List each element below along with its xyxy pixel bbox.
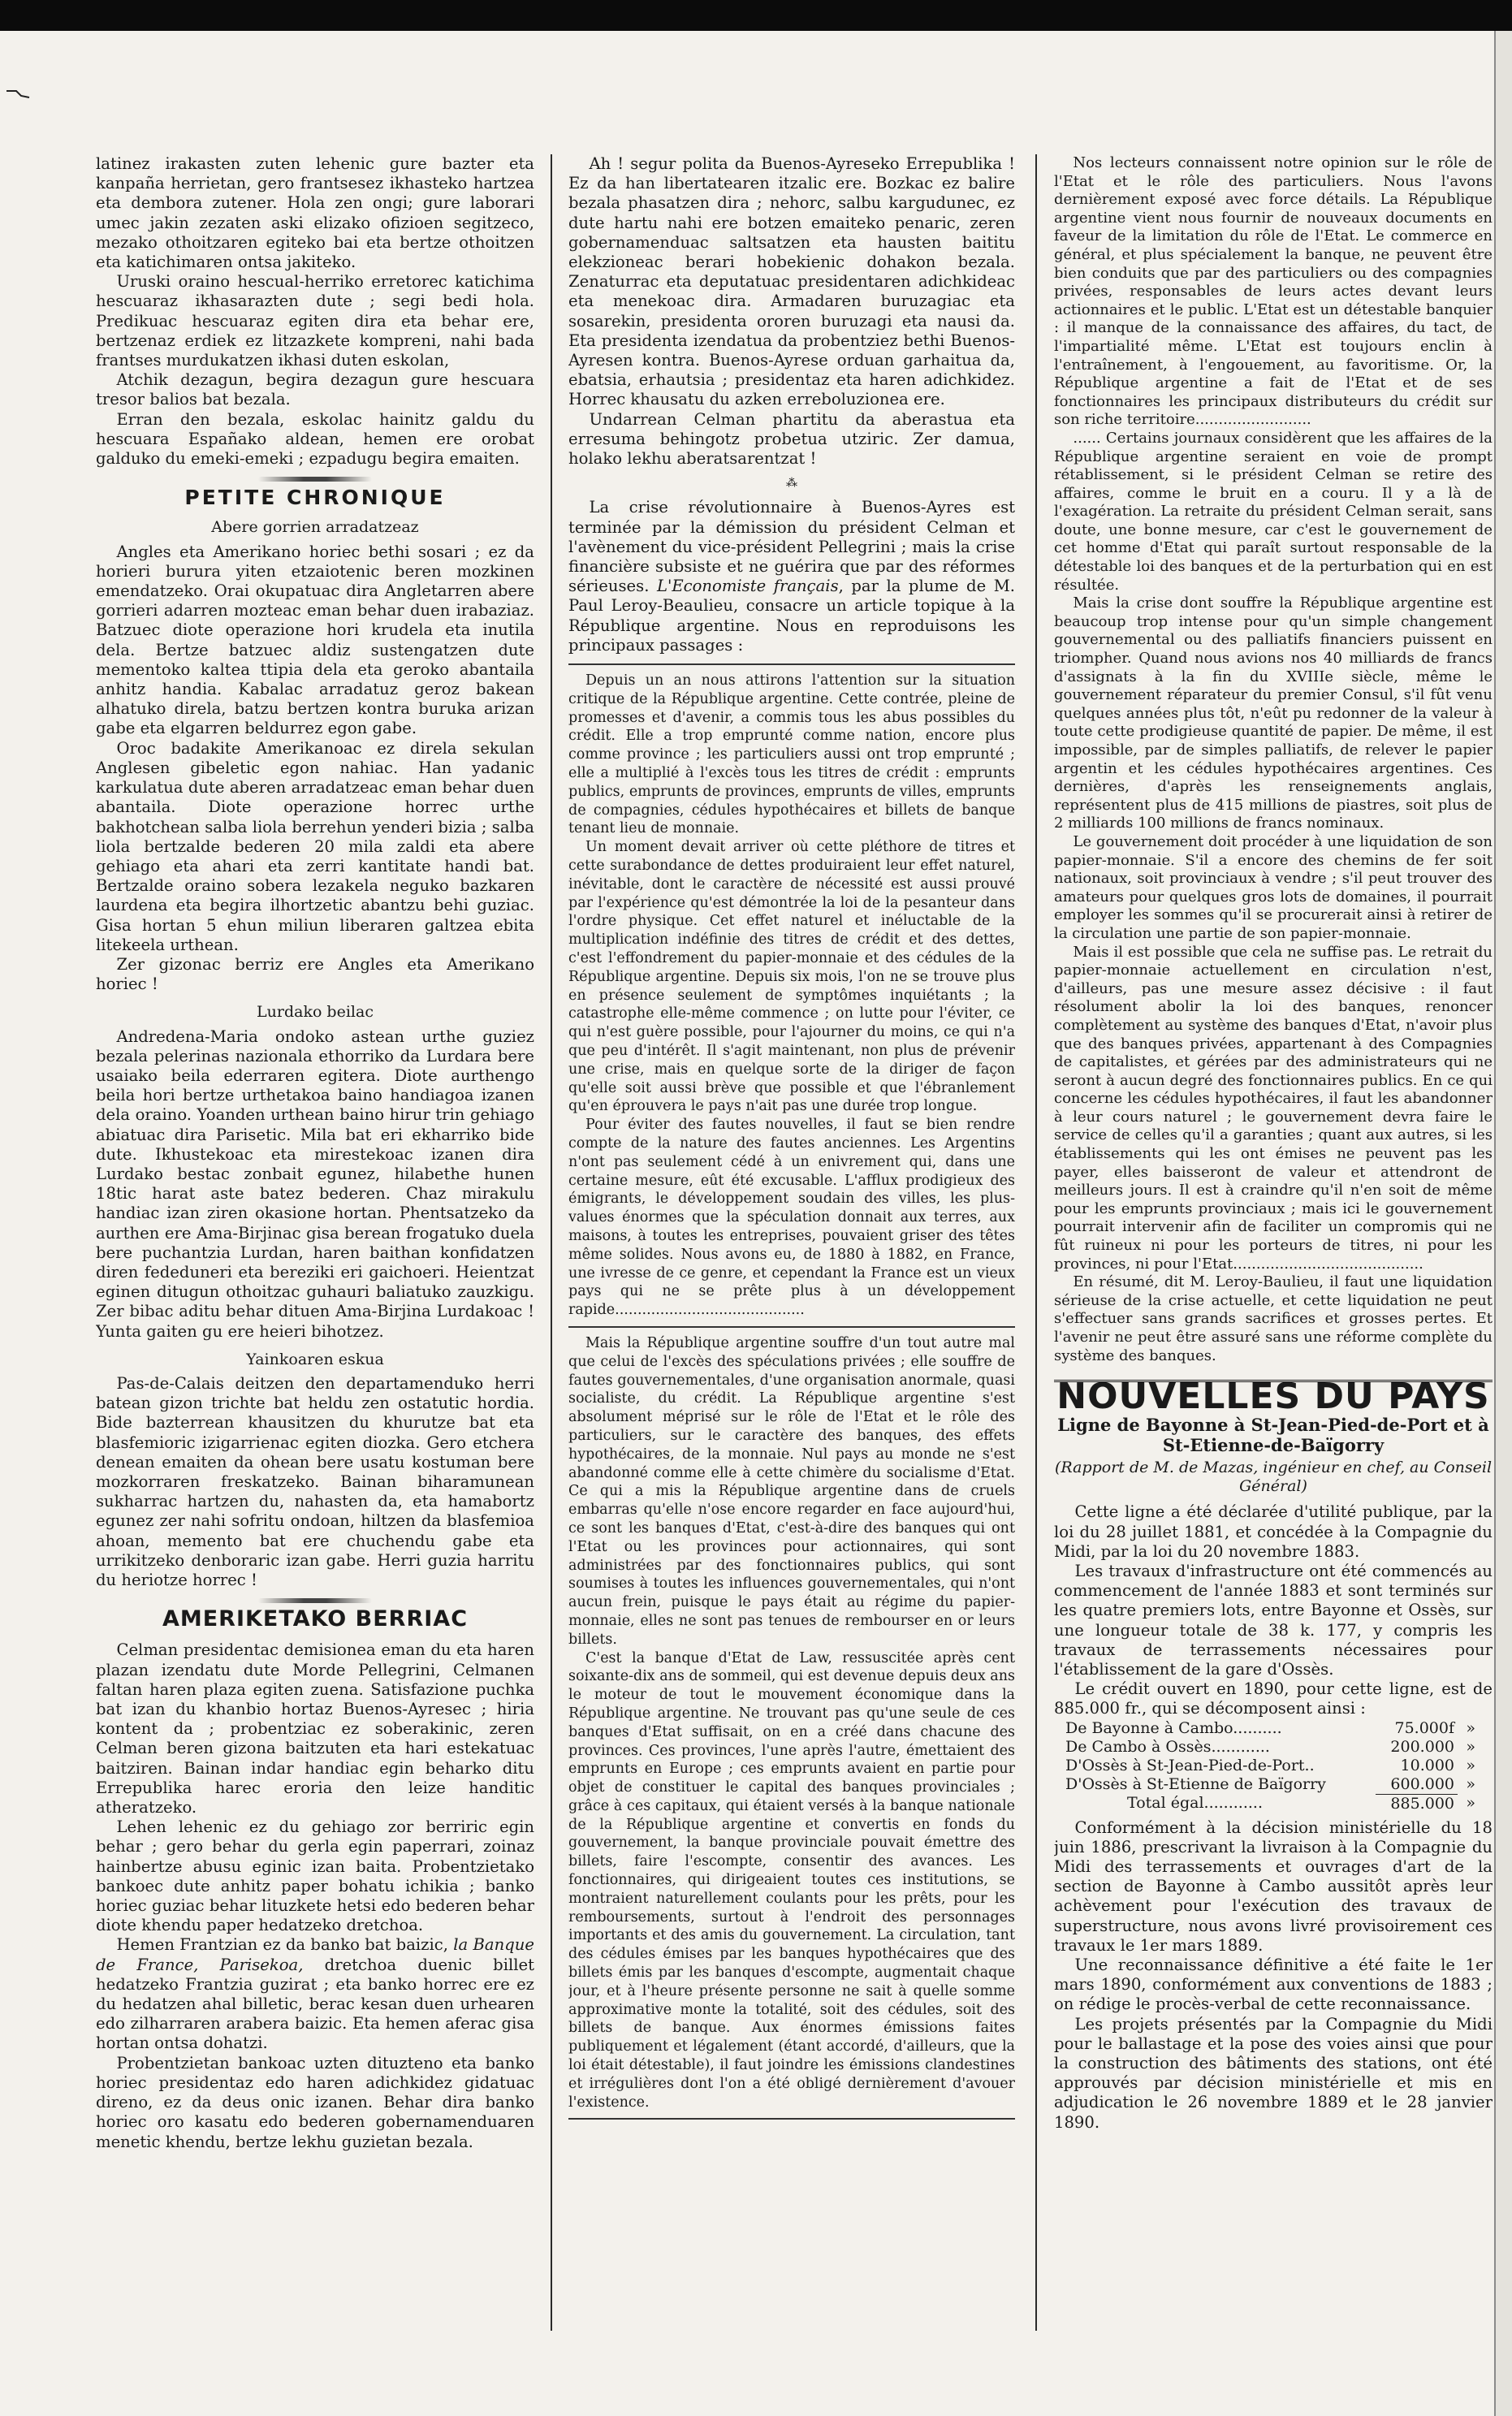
paragraph: Mais la crise dont souffre la République argentine est beaucoup trop intense pour qu'un simple changement gouvernemental ou des palliatifs financiers puissent en triompher. Quand nous avions nos 40 milliards de francs d'assignats à la fin du XVIIIe siècle, même le gouvernement réparateur du premier Consul, s'il fût venu quelques années plus tôt, n'eût pu redonner de la valeur à toute cette prodigieuse quantité de papier. De même, il est impossible, par de simples palliatifs, de relever le papier argentin et les cédules hypothécaires argentines. Ces dernières, d'après les renseignements anglais, représentent plus de 415 millions de piastres, soit plus de 2 milliards 100 millions de francs nominaux. bbox=[1054, 594, 1493, 832]
table-cell: » bbox=[1466, 1774, 1475, 1793]
paragraph bbox=[568, 498, 1015, 655]
paragraph: Une reconnaissance définitive a été faite le 1er mars 1890, conformément aux conventions de 1883 ; on rédige le procès-verbal de cette reconnaissance. bbox=[1054, 1956, 1493, 2014]
article-subheading: Lurdako beilac bbox=[257, 1003, 374, 1022]
article-subheading: Abere gorrien arradatzeaz bbox=[211, 518, 419, 537]
table-row bbox=[1062, 1757, 1479, 1775]
paragraph: Les projets présentés par la Compagnie du Midi pour le ballastage et la pose des voies ainsi que pour la construction des bâtiments des stations, ont été approuvés par décision ministérielle et mis en adjudication le 26 novembre 1889 et le 28 janvier 1890. bbox=[1054, 2014, 1493, 2132]
article-byline: (Rapport de M. de Mazas, ingénieur en chef, au Conseil Général) bbox=[1054, 1459, 1493, 1496]
paragraph bbox=[96, 1935, 534, 2053]
table-row bbox=[1062, 1775, 1479, 1795]
table-cell: » bbox=[1466, 1737, 1475, 1756]
table-cell: » bbox=[1466, 1794, 1475, 1813]
column-basque-news bbox=[96, 154, 534, 2331]
table-cell: D'Ossès à St-Etienne de Baïgorry bbox=[1065, 1774, 1326, 1793]
paragraph: Uruski oraino hescual-herriko erretorec katichima hescuaraz ikhasarazten dute ; segi bedi hola. Predikuac hescuaraz egiten dira eta behar ere, bertzenaz erdiek ez litzazkete kompreni, nahi bada frantses murdukatzen ikhasi duten eskolan, bbox=[96, 272, 534, 370]
paragraph: Oroc badakite Amerikanoac ez direla sekulan Anglesen gibeletic egon nahiac. Han yadanic karkulatua dute aberen arradatzeac eman behar duen abantaila. Diote operazione horrec urthe bakhotchean salba liola berrehun yenderi bizia ; salba liola bertzalde bederen 20 mila zaldi eta abere gehiago eta ahari eta zerri kantitate handi bat. Bertzalde oraino sobera lezakela neguko bazkaren laurdena eta begira ilhortzetic abantzu behi guziac. Gisa hortan 5 ehun miliun liberaren galtzea ebita litekeela urthean. bbox=[96, 738, 534, 954]
table-cell: Total égal............ bbox=[1127, 1794, 1264, 1813]
table-cell: 600.000 bbox=[1376, 1775, 1458, 1795]
paragraph: C'est la banque d'Etat de Law, ressuscitée après cent soixante-dix ans de sommeil, qui est devenue depuis deux ans le moteur de tout le mouvement économique dans la République argentine. Ne trouvant pas qu'une seule de ces banques d'Etat suffisait, on en a créé dans chacune des provinces. Ces provinces, l'une après l'autre, émettaient des emprunts en Europe ; ces emprunts avaient en partie pour objet de constituer le capital des banques provinciales ; grâce à ces capitaux, qui étaient versés à la banque nationale de la République argentine et convertis en fonds du gouvernement, la banque provinciale pouvait émettre des billets, faire l'escompte, consentir des avances. Les fonctionnaires, qui dirigeaient toutes ces institutions, se montraient naturellement coulants pour les prêts, pour les remboursements, surtout à l'endroit des personnages importants et des amis du gouvernement. La circulation, tant des cédules émises par les banques hypothécaires que des billets émis par les banques d'escompte, augmentait chaque jour, et à l'heure présente personne ne sait à quelle somme approximative monte la totalité, soit des cédules, soit des billets de banque. Aux énormes émissions faites publiquement et légalement (étant accordé, d'ailleurs, que la loi était détestable), il faut joindre les émissions clandestines et irrégulières dont l'on a été obligé dernièrement d'avouer l'existence. bbox=[568, 1649, 1015, 2111]
text-run: dretchoa duenic billet hedatzeko Frantzia guzirat ; eta banko horrec ere ez du hedatzen ahal billetic, berac kesan duen urhearen edo zilharraren arabera baizic. Eta hemen aferac gisa hortan ontsa dohatzi. bbox=[96, 1955, 534, 2053]
text-run: La crise révolutionnaire à Buenos-Ayres est terminée par la démission du président Celman et l'avènement du vice-président Pellegrini ; mais la crise financière subsiste et ne guérira que par des réformes sérieuses. bbox=[568, 498, 1015, 596]
table-cell: 10.000 bbox=[1400, 1756, 1454, 1774]
section-heading-ameriketako-berriac: AMERIKETAKO BERRIAC bbox=[162, 1606, 469, 1632]
paragraph: Undarrean Celman phartitu da aberastua eta erresuma behingotz probetua utziric. Zer damua, holako lekhu aberatsarentzat ! bbox=[568, 409, 1015, 469]
paragraph: Depuis un an nous attirons l'attention sur la situation critique de la République argentine. Cette contrée, pleine de promesses et d'avenir, a commis tous les abus possibles du crédit. Elle a trop emprunté comme nation, encore plus comme province ; les particuliers aussi ont trop emprunté ; elle a multiplié à l'excès tous les titres de crédit : emprunts publics, emprunts de provinces, emprunts de villes, emprunts de compagnies, cédules hypothécaires et billets de banque tenant lieu de monnaie. bbox=[568, 672, 1015, 837]
paragraph: Mais la République argentine souffre d'un tout autre mal que celui de l'excès des spéculations privées ; elle souffre de fautes gouvernementales, d'une organisation anormale, quasi socialiste, du crédit. La République argentine s'est absolument méprisé sur le rôle de l'Etat et le rôle des particuliers, sur le caractère des banques, des effets hypothécaires, de la monnaie. Nul pays au monde ne s'est abandonné comme elle à cette chimère du socialisme d'Etat. Ce qui a mis la République argentine dans de cruels embarras qu'elle n'ose encore regarder en face aujourd'hui, ce sont les banques d'Etat, c'est-à-dire des banques qui ont l'Etat ou les provinces pour actionnaires, qui sont administrées par des fonctionnaires publics, qui sont soumises à toutes les influences gouvernementales, qui n'ont aucun frein, puisque le pays était au régime du papier-monnaie, elles ne sont pas tenues de rembourser en or leurs billets. bbox=[568, 1334, 1015, 1648]
paragraph: Pour éviter des fautes nouvelles, il faut se bien rendre compte de la nature des fautes anciennes. Les Argentins n'ont pas seulement cédé à un enivrement qui, dans une certaine mesure, eût été excusable. L'afflux prodigieux des émigrants, le développement soudain des villes, les plus-values énormes que la spéculation donnait aux terres, aux maisons, à toutes les entreprises, pouvaient griser des têtes même solides. Nous avons eu, de 1880 à 1882, en France, une ivresse de ce genre, et cependant la France est un vieux pays qui ne se prête plus à un développement rapide.......................................... bbox=[568, 1117, 1015, 1319]
ornament-divider bbox=[258, 1598, 372, 1603]
table-cell: » bbox=[1466, 1756, 1475, 1774]
paragraph: latinez irakasten zuten lehenic gure bazter eta kanpaña herrietan, gero frantsesez ikhasteko hartzea eta dembora zutener. Hola zen ongi; gure laborari umec jakin zezaten aski elizako ofizioen segitzeco, mezako othoitzaren egiteko bai eta bertze othoitzen eta katichimaren ontsa jakiteko. bbox=[96, 154, 534, 272]
paragraph: Ah ! segur polita da Buenos-Ayreseko Errepublika ! Ez da han libertatearen itzalic ere. Bozkac ez balire bezala phasatzen dira ; nehorc, salbu kargudunec, ez dute hartu nahi ere botzen emaiteko penaric, zeren gobernamenduac saltsatzen eta hausten baititu elekzioneac berari hobekienic dohakon bezala. Zenaturrac eta deputatuac presidentaren adichkideac eta menekoac dira. Armadaren buruzagiac eta sosarekin, presidenta ororen buruzagi eta nausi da. Eta presidenta izendatua da probentziez bethi Buenos-Ayresen kontra. Buenos-Ayrese orduan garhaitua da, ebatsia, erhautsia ; presidentaz eta haren adichkidez. Horrec khausatu du azken erreboluzionea ere. bbox=[568, 154, 1015, 409]
paragraph: Celman presidentac demisionea eman du eta haren plazan izendatu dute Morde Pellegrini, Celmanen faltan haren plaza egiten zuena. Satisfazione puchka bat izan du khanbio hortaz Buenos-Ayresec ; hiria kontent da ; probentziac ez soberakinic, zeren Celman beren gizona baitzuten eta hari estekatuac baitziren. Bainan indar handiac egin beharko ditu Errepublika harec eroria den leize handitic atheratzeko. bbox=[96, 1640, 534, 1817]
section-heading-petite-chronique: PETITE CHRONIQUE bbox=[184, 486, 446, 510]
table-row bbox=[1062, 1738, 1479, 1757]
paragraph: Le gouvernement doit procéder à une liquidation de son papier-monnaie. S'il a encore des chemins de fer soit nationaux, soit provinciaux à vendre ; s'il peut trouver des amateurs pour quelques gros lots de domaines, il pourrait employer les sommes qu'il se procurerait ainsi à retirer de la circulation une partie de son papier-monnaie. bbox=[1054, 832, 1493, 942]
page-top-border bbox=[0, 0, 1512, 31]
table-row bbox=[1062, 1719, 1479, 1738]
paragraph: Probentzietan bankoac uzten dituzteno eta banko horiec presidentaz edo haren adichkidez gidatuac direno, ez da deus onic izanen. Behar dira banko horiec oro kasatu edo bederen gobernamenduaren menetic khendu, bertze lekhu guzietan bezala. bbox=[96, 2053, 534, 2151]
table-cell: De Bayonne à Cambo.......... bbox=[1065, 1718, 1282, 1737]
text-run: , par la plume de M. Paul Leroy-Beaulieu, consacre un article topique à la République argentine. Nous en reproduisons les principaux passages : bbox=[568, 577, 1015, 655]
quoted-excerpt bbox=[568, 1328, 1015, 2120]
paragraph: Un moment devait arriver où cette pléthore de titres et cette surabondance de dettes produiraient leur effet naturel, inévitable, dont le caractère de nécessité est aussi prouvé par l'expérience qu'est démontrée la loi de la pesanteur dans l'ordre physique. Cet effet naturel et inéluctable de la multiplication indéfinie des titres de crédit et des dettes, c'est l'effondrement du papier-monnaie et des cédules de la République argentine. Depuis six mois, l'on ne se trouve plus en présence seulement de symptômes inquiétants ; la catastrophe elle-même commence ; on lutte pour l'éviter, ce qui n'est guère possible, pour l'ajourner du moins, ce qui n'a que peu d'intérêt. Il s'agit maintenant, non plus de prévenir une crise, mais en quelque sorte de la diriger de façon qu'elle soit aussi brève que possible et que l'ébranlement qu'en éprouvera le pays n'ait pas une durée trop longue. bbox=[568, 839, 1015, 1115]
column-argentine-crisis bbox=[568, 154, 1015, 2347]
quoted-excerpt bbox=[568, 663, 1015, 1328]
paragraph: En résumé, dit M. Leroy-Baulieu, il faut une liquidation sérieuse de la crise actuelle, et cette liquidation ne peut s'effectuer sans grands sacrifices et grosses pertes. Et l'avenir ne peut être assuré sans une réforme complète du système des banques. bbox=[1054, 1273, 1493, 1364]
paragraph: Erran den bezala, eskolac hainitz galdu du hescuara Españako aldean, hemen ere orobat galduko du emeki-emeki ; ezpadugu begira emaiten. bbox=[96, 409, 534, 469]
paragraph: Angles eta Amerikano horiec bethi sosari ; ez da horieri burura yiten etzaiotenic beren mozkinen emendatzeko. Orai okupatuac dira Angletarren abere gorrieri adarren mozteac eman behar duen irabaziaz. Batzuec diote operazione hori krudela eta inutila dela. Bertze batzuec aldiz sustengatzen dute mementoko kaltea ttipia dela eta geroko abantaila anhitz handia. Kabalac arradatuz geroz bakean alhatuko direla, batzu bertzen kontra buruka arizan gabe eta elgarren beldurrez egon gabe. bbox=[96, 542, 534, 738]
table-cell: 885.000 bbox=[1390, 1794, 1454, 1813]
paragraph: Lehen lehenic ez du gehiago zor berriric egin behar ; gero behar du gerla egin paperrari, zoinaz hainbertze abusu eginic izan baita. Probentzietako bankoec dute anhitz paper bohatu ichikia ; banko horiec guziac behar lituzkete hetsi edo bederen behar diote khendu paper hedatzeko dretchoa. bbox=[96, 1817, 534, 1935]
paragraph: Le crédit ouvert en 1890, pour cette ligne, est de 885.000 fr., qui se décomposent ainsi : bbox=[1054, 1679, 1493, 1718]
table-cell: 200.000 bbox=[1390, 1737, 1454, 1756]
text-run: Hemen Frantzian ez da banko bat baizic, bbox=[116, 1935, 454, 1955]
quoted-excerpt bbox=[1054, 154, 1493, 1365]
italic-text: L'Economiste français bbox=[656, 577, 839, 596]
paragraph: Les travaux d'infrastructure ont été commencés au commencement de l'année 1883 et sont terminés sur les quatre premiers lots, entre Bayonne et Ossès, sur une longueur totale de 38 k. 177, y compris les travaux de terrassements nécessaires pour l'établissement de la gare d'Ossès. bbox=[1054, 1562, 1493, 1679]
table-cell: 75.000f bbox=[1394, 1718, 1454, 1737]
column-rule-1 bbox=[551, 154, 552, 2331]
ornament-divider bbox=[258, 477, 372, 482]
column-rule-2 bbox=[1035, 154, 1037, 2331]
italic-text: la Banque de France, Parisekoa, bbox=[96, 1935, 534, 1974]
paragraph: Conformément à la décision ministérielle du 18 juin 1886, prescrivant la livraison à la Compagnie du Midi des terrassements et ouvrages d'art de la section de Bayonne à Cambo aussitôt après leur achèvement pour l'exécution des travaux de superstructure, nous avons livré provisoirement ces travaux le 1er mars 1889. bbox=[1054, 1817, 1493, 1955]
paragraph: Andredena-Maria ondoko astean urthe guziez bezala pelerinas nazionala ethorriko da Lurdara bere usaiako beila ederraren egitera. Diote aurthengo beila hori bertze urthetakoa baino handiagoa izanen dela oraino. Yoanden urthean baino hirur trin gehiago abiatuac dira Parisetic. Mila bat eri ekharriko bide dute. Ikhustekoac eta mirestekoac izanen dira Lurdako bestac zonbait egunez, hilabethe hunen 18tic harat aste batez bederen. Chaz mirakulu handiac izan ziren okasione hortan. Phentsatzeko da aurthen ere Ama-Birjinac gisa berean frogatuko duela bere puchantzia Lurdan, haren baithan konfidatzen diren fededuneri eta bereziki eri gaichoeri. Heientzat eginen ditugun othoitzac guhauri baliatuko zauzkigu. Zer bibac aditu behar dituen Ama-Birjina Lurdakoac ! Yunta gaiten gu ere heieri bihotzez. bbox=[96, 1026, 534, 1341]
credit-table bbox=[1062, 1719, 1479, 1813]
paragraph: Zer gizonac berriz ere Angles eta Amerikano horiec ! bbox=[96, 954, 534, 994]
paragraph: Nos lecteurs connaissent notre opinion sur le rôle de l'Etat et le rôle des particuliers. Nous l'avons dernièrement exposé avec force détails. La République argentine vient nous fournir de nouveaux documents en faveur de la limitation du rôle de l'Etat. Le commerce en général, et plus spécialement la banque, ne peuvent être bien conduits que par des particuliers ou des compagnies privées, responsables de leurs actes devant leurs actionnaires et le public. L'Etat est un détestable banquier : il manque de la connaissance des affaires, du tact, de l'impartialité même. L'Etat est toujours enclin à l'entraînement, à l'engouement, au favoritisme. Or, la République argentine a fait de l'Etat et de ses fonctionnaires les principaux distributeurs du crédit sur son riche territoire......................... bbox=[1054, 154, 1493, 429]
table-cell: » bbox=[1466, 1718, 1475, 1737]
table-cell: De Cambo à Ossès............ bbox=[1065, 1737, 1270, 1756]
column-french-news bbox=[1054, 154, 1493, 2347]
section-heading-nouvelles-du-pays: NOUVELLES DU PAYS bbox=[1056, 1376, 1490, 1418]
paragraph: Atchik dezagun, begira dezagun gure hescuara tresor balios bat bezala. bbox=[96, 370, 534, 409]
article-title: Ligne de Bayonne à St-Jean-Pied-de-Port et à St-Etienne-de-Baïgorry bbox=[1057, 1415, 1489, 1456]
corner-mark-icon bbox=[6, 89, 31, 99]
paragraph: Cette ligne a été déclarée d'utilité publique, par la loi du 28 juillet 1881, et concédée à la Compagnie du Midi, par la loi du 20 novembre 1883. bbox=[1054, 1502, 1493, 1561]
table-cell: D'Ossès à St-Jean-Pied-de-Port.. bbox=[1065, 1756, 1315, 1774]
table-total-row bbox=[1062, 1794, 1479, 1813]
paragraph: Mais il est possible que cela ne suffise pas. Le retrait du papier-monnaie actuellement en circulation n'est, d'ailleurs, pas une mesure assez décisive : il faut résolument abolir la loi des banques, renoncer complètement au système des banques d'Etat, n'avoir plus que des banques privées, appartenant à des Compagnies de capitalistes, et gérées par des administrateurs qui ne seront à aucun degré des fonctionnaires publics. En ce qui concerne les cédules hypothécaires, il faut les abandonner à leur cours naturel ; le gouvernement devra faire le service de celles qu'il a garanties ; quant aux autres, si les établissements qui les ont émises ne peuvent pas les payer, elles baisseront de valeur et attendront de meilleurs jours. Il est à craindre qu'il n'en soit de même pour les emprunts provinciaux ; mais ici le gouvernement pourrait intervenir afin de faciliter un compromis qui ne fût ruineux ni pour les porteurs de titres, ni pour les provinces, ni pour l'Etat......................................... bbox=[1054, 943, 1493, 1273]
paragraph: ...... Certains journaux considèrent que les affaires de la République argentine seraient en voie de prompt rétablissement, si le président Celman se retire des affaires, comme le bruit en a couru. Il y a là de l'exagération. La retraite du président Celman serait, sans doute, une bonne mesure, car c'est le gouvernement de cet homme d'Etat qui paraît surtout responsable de la détestable loi des banques et de la perturbation qui en est résultée. bbox=[1054, 429, 1493, 594]
adjacent-page-edge bbox=[1494, 31, 1512, 2416]
asterism-divider: ⁂ bbox=[786, 477, 797, 491]
article-subheading: Yainkoaren eskua bbox=[246, 1350, 384, 1368]
paragraph: Pas-de-Calais deitzen den departamenduko herri batean gizon trichte bat heldu zen ostatutic hordia. Bide bazterrean khausitzen du khurutze bat eta blasfemioric izigarrienac egiten diozka. Gero etchera denean emaiten da ohean bere usatu kostuman bere mozkorraren freskatzeko. Bainan biharamunean sukharrac hartzen du, nahasten da, eta hamabortz egunez zer nahi sofritu ondoan, hiltzen da blasfemioa ahoan, memento bat ere chuchendu gabe eta urrikitzeko denboraric izan gabe. Herri guzia harritu du heriotze horrec ! bbox=[96, 1373, 534, 1590]
